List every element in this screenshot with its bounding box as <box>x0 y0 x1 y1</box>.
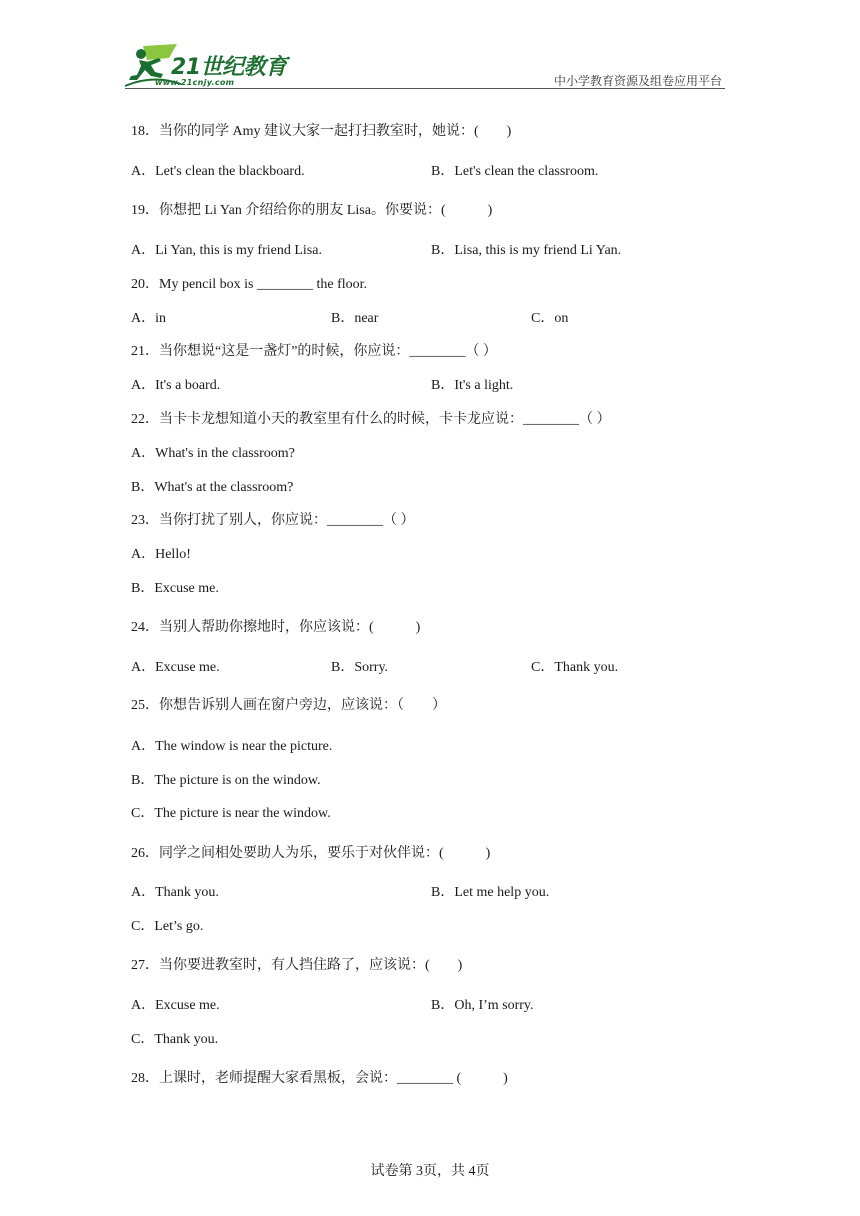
question-25-option-c[interactable]: C．The picture is near the window. <box>131 806 331 821</box>
question-20-option-a[interactable]: A．in <box>131 311 166 326</box>
logo-url: www.21cnjy.com <box>155 78 235 87</box>
question-21-option-b[interactable]: B．It's a light. <box>431 378 514 393</box>
logo-wordmark: 21世纪教育 <box>171 55 287 80</box>
question-24-option-b[interactable]: B．Sorry. <box>331 660 389 675</box>
question-27-option-a[interactable]: A．Excuse me. <box>131 998 220 1013</box>
question-25-option-a[interactable]: A．The window is near the picture. <box>131 739 333 754</box>
question-24-option-c[interactable]: C．Thank you. <box>531 660 619 675</box>
platform-name: 中小学教育资源及组卷应用平台 <box>553 74 722 88</box>
question-22-option-b[interactable]: B．What's at the classroom? <box>131 480 294 495</box>
question-27-option-b[interactable]: B．Oh, I’m sorry. <box>431 998 534 1013</box>
question-18-option-b[interactable]: B．Let's clean the classroom. <box>431 164 599 179</box>
page-header <box>0 0 860 95</box>
question-27-option-c[interactable]: C．Thank you. <box>131 1032 219 1047</box>
question-25-stem: 25．你想告诉别人画在窗户旁边，应该说：（ ） <box>131 698 446 713</box>
question-22-stem: 22．当卡卡龙想知道小天的教室里有什么的时候，卡卡龙应说：________（ ） <box>131 412 611 427</box>
question-27-stem: 27．当你要进教室时，有人挡住路了，应该说：( ) <box>131 958 463 973</box>
question-23-option-b[interactable]: B．Excuse me. <box>131 581 219 596</box>
question-28-stem: 28．上课时，老师提醒大家看黑板，会说：________ ( ) <box>131 1071 508 1086</box>
question-23-option-a[interactable]: A．Hello! <box>131 547 191 562</box>
question-26-option-a[interactable]: A．Thank you. <box>131 885 219 900</box>
question-26-stem: 26．同学之间相处要助人为乐，要乐于对伙伴说：( ) <box>131 846 491 861</box>
header-divider <box>125 88 725 89</box>
question-20-option-c[interactable]: C．on <box>531 311 569 326</box>
question-21-stem: 21．当你想说“这是一盏灯”的时候，你应说：________（ ） <box>131 344 497 359</box>
question-22-option-a[interactable]: A．What's in the classroom? <box>131 446 295 461</box>
question-24-option-a[interactable]: A．Excuse me. <box>131 660 220 675</box>
question-25-option-b[interactable]: B．The picture is on the window. <box>131 773 321 788</box>
question-18-stem: 18．当你的同学 Amy 建议大家一起打扫教室时，她说：( ) <box>131 124 512 139</box>
question-19-stem: 19．你想把 Li Yan 介绍给你的朋友 Lisa。你要说：( ) <box>131 203 493 218</box>
page-footer: 试卷第 3页，共 4页 <box>370 1164 490 1179</box>
question-23-stem: 23．当你打扰了别人，你应说：________（ ） <box>131 513 415 528</box>
question-20-stem: 20．My pencil box is ________ the floor. <box>131 277 368 292</box>
question-19-option-b[interactable]: B．Lisa, this is my friend Li Yan. <box>431 243 622 258</box>
question-18-option-a[interactable]: A．Let's clean the blackboard. <box>131 164 305 179</box>
question-26-option-c[interactable]: C．Let’s go. <box>131 919 204 934</box>
question-24-stem: 24．当别人帮助你擦地时，你应该说：( ) <box>131 620 421 635</box>
question-21-option-a[interactable]: A．It's a board. <box>131 378 221 393</box>
question-20-option-b[interactable]: B．near <box>331 311 379 326</box>
question-26-option-b[interactable]: B．Let me help you. <box>431 885 550 900</box>
question-19-option-a[interactable]: A．Li Yan, this is my friend Lisa. <box>131 243 322 258</box>
site-logo[interactable] <box>125 44 295 92</box>
